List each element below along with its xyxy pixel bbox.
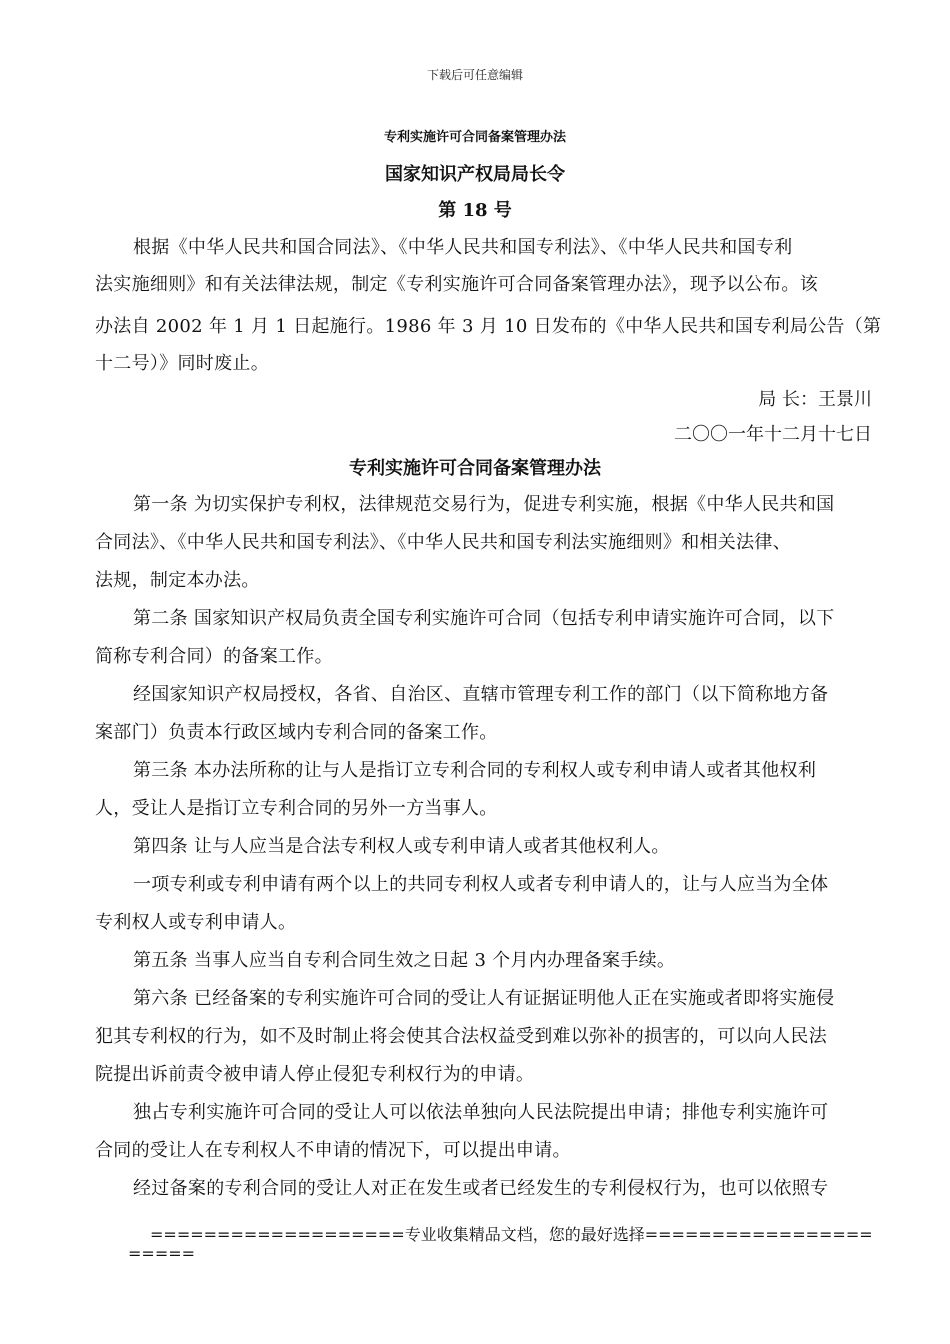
article-line: 第二条 国家知识产权局负责全国专利实施许可合同（包括专利申请实施许可合同，以下 <box>133 608 835 629</box>
article-line: 第四条 让与人应当是合法专利权人或专利申请人或者其他权利人。 <box>133 836 670 857</box>
main-title: 专利实施许可合同备案管理办法 <box>349 458 601 479</box>
header-note: 下载后可任意编辑 <box>426 68 523 82</box>
article-line: 院提出诉前责令被申请人停止侵犯专利权行为的申请。 <box>95 1064 535 1085</box>
article-line: 合同的受让人在专利权人不申请的情况下，可以提出申请。 <box>95 1140 571 1161</box>
preamble-line: 法实施细则》和有关法律法规，制定《专利实施许可合同备案管理办法》，现予以公布。该 <box>95 274 818 295</box>
document-small-title: 专利实施许可合同备案管理办法 <box>383 130 566 145</box>
article-line: 一项专利或专利申请有两个以上的共同专利权人或者专利申请人的，让与人应当为全体 <box>133 874 829 895</box>
article-line: 专利权人或专利申请人。 <box>95 912 297 933</box>
article-line: 经国家知识产权局授权，各省、自治区、直辖市管理专利工作的部门（以下简称地方备 <box>133 684 829 705</box>
signing-date: 二〇〇一年十二月十七日 <box>674 424 872 445</box>
article-line: 第一条 为切实保护专利权，法律规范交易行为，促进专利实施，根据《中华人民共和国 <box>133 494 835 515</box>
article-line: 第五条 当事人应当自专利合同生效之日起 3 个月内办理备案手续。 <box>133 950 676 971</box>
article-line: 法规，制定本办法。 <box>95 570 260 591</box>
preamble-line: 办法自 2002 年 1 月 1 日起施行。1986 年 3 月 10 日发布的《中华人民共和国专利局公告（第 <box>95 316 882 337</box>
article-line: 第三条 本办法所称的让与人是指订立专利合同的专利权人或专利申请人或者其他权利 <box>133 760 817 781</box>
order-number: 第 18 号 <box>438 200 512 221</box>
preamble-line: 根据《中华人民共和国合同法》、《中华人民共和国专利法》、《中华人民共和国专利 <box>133 237 793 258</box>
signature: 局 长：王景川 <box>758 389 872 410</box>
article-line: 简称专利合同）的备案工作。 <box>95 646 333 667</box>
footer-banner: ===================专业收集精品文档，您的最好选择================= <box>150 1225 873 1244</box>
article-line: 人，受让人是指订立专利合同的另外一方当事人。 <box>95 798 498 819</box>
article-line: 独占专利实施许可合同的受让人可以依法单独向人民法院提出申请；排他专利实施许可 <box>133 1102 829 1123</box>
article-line: 案部门）负责本行政区域内专利合同的备案工作。 <box>95 722 498 743</box>
article-line: 犯其专利权的行为，如不及时制止将会使其合法权益受到难以弥补的损害的，可以向人民法 <box>95 1026 827 1047</box>
footer-banner-continuation: ===== <box>128 1244 196 1263</box>
article-line: 第六条 已经备案的专利实施许可合同的受让人有证据证明他人正在实施或者即将实施侵 <box>133 988 835 1009</box>
preamble-line: 十二号）》同时废止。 <box>95 353 269 374</box>
article-line: 合同法》、《中华人民共和国专利法》、《中华人民共和国专利法实施细则》和相关法律、 <box>95 532 791 553</box>
order-title: 国家知识产权局局长令 <box>385 164 565 185</box>
article-line: 经过备案的专利合同的受让人对正在发生或者已经发生的专利侵权行为，也可以依照专 <box>133 1178 829 1199</box>
